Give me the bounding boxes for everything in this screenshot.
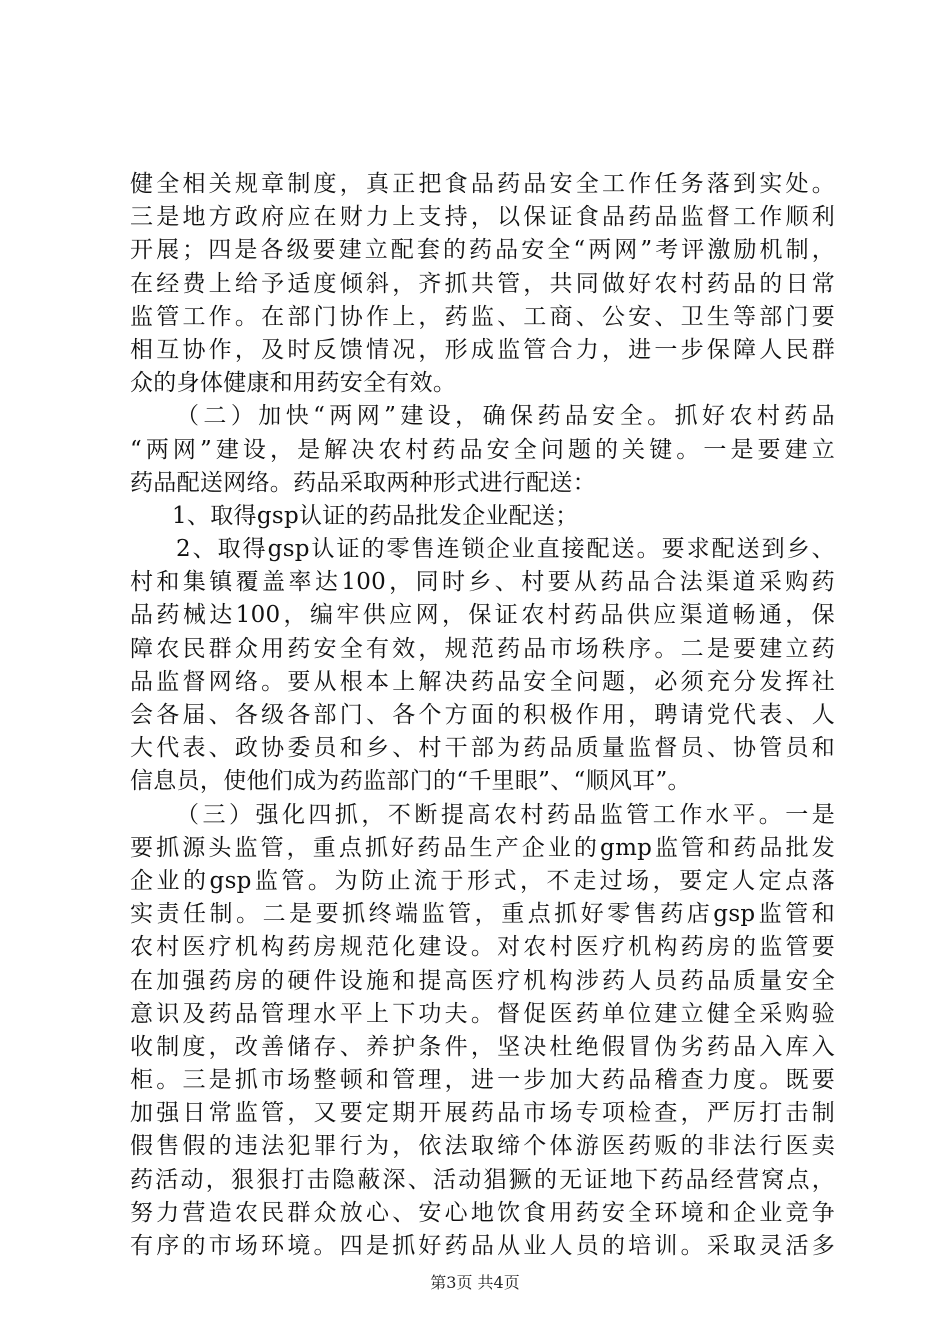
text-line: 假售假的违法犯罪行为，依法取缔个体游医药贩的非法行医卖 <box>130 1133 835 1160</box>
text-line: 药品配送网络。药品采取两种形式进行配送： <box>130 469 596 496</box>
text-line: 大代表、政协委员和乡、村干部为药品质量监督员、协管员和 <box>130 735 835 762</box>
text-line: 药活动，狠狠打击隐蔽深、活动猖獗的无证地下药品经营窝点， <box>130 1166 835 1193</box>
text-line: 众的身体健康和用药安全有效。 <box>130 370 457 397</box>
text-line: 实责任制。二是要抓终端监管，重点抓好零售药店gsp监管和 <box>130 901 835 928</box>
text-line: 品监督网络。要从根本上解决药品安全问题，必须充分发挥社 <box>130 668 835 695</box>
page-number: 第3页 共4页 <box>430 1273 520 1292</box>
text-line: 在经费上给予适度倾斜，齐抓共管，共同做好农村药品的日常 <box>130 270 835 297</box>
text-line: 要抓源头监管，重点抓好药品生产企业的gmp监管和药品批发 <box>130 834 835 861</box>
text-line: 会各届、各级各部门、各个方面的积极作用，聘请党代表、人 <box>130 702 835 728</box>
text-line: 三是地方政府应在财力上支持，以保证食品药品监督工作顺利 <box>130 204 835 231</box>
text-line: 柜。三是抓市场整顿和管理，进一步加大药品稽查力度。既要 <box>130 1067 835 1094</box>
text-line: 加强日常监管，又要定期开展药品市场专项检查，严厉打击制 <box>130 1100 835 1127</box>
text-line: 相互协作，及时反馈情况，形成监管合力，进一步保障人民群 <box>130 336 835 363</box>
text-line: 障农民群众用药安全有效，规范药品市场秩序。二是要建立药 <box>130 635 835 662</box>
text-line: 监管工作。在部门协作上，药监、工商、公安、卫生等部门要 <box>130 303 835 330</box>
text-line: 努力营造农民群众放心、安心地饮食用药安全环境和企业竞争 <box>130 1199 835 1226</box>
text-line: 2、取得gsp认证的零售连锁企业直接配送。要求配送到乡、 <box>176 536 835 563</box>
text-line: 农村医疗机构药房规范化建设。对农村医疗机构药房的监管要 <box>130 934 835 961</box>
text-line: “两网”建设，是解决农村药品安全问题的关键。一是要建立 <box>130 436 835 463</box>
text-line: 在加强药房的硬件设施和提高医疗机构涉药人员药品质量安全 <box>130 967 835 994</box>
text-line: 企业的gsp监管。为防止流于形式，不走过场，要定人定点落 <box>130 867 835 894</box>
document-body <box>130 168 835 1263</box>
text-line: 村和集镇覆盖率达100，同时乡、村要从药品合法渠道采购药 <box>130 569 835 596</box>
text-line: 1、取得gsp认证的药品批发企业配送； <box>172 502 579 529</box>
text-line: （三）强化四抓，不断提高农村药品监管工作水平。一是 <box>176 801 835 828</box>
page-footer <box>0 1270 950 1293</box>
text-line: 品药械达100，编牢供应网，保证农村药品供应渠道畅通，保 <box>130 602 835 629</box>
text-line: 信息员，使他们成为药监部门的“千里眼”、“顺风耳”。 <box>130 768 691 795</box>
text-line: 意识及药品管理水平上下功夫。督促医药单位建立健全采购验 <box>130 1000 835 1027</box>
text-line: 有序的市场环境。四是抓好药品从业人员的培训。采取灵活多 <box>130 1233 835 1259</box>
text-line: （二）加快“两网”建设，确保药品安全。抓好农村药品 <box>176 403 835 430</box>
text-line: 收制度，改善储存、养护条件，坚决杜绝假冒伪劣药品入库入 <box>130 1033 835 1060</box>
text-line: 开展；四是各级要建立配套的药品安全“两网”考评激励机制， <box>130 237 835 264</box>
text-line: 健全相关规章制度，真正把食品药品安全工作任务落到实处。 <box>130 171 835 197</box>
